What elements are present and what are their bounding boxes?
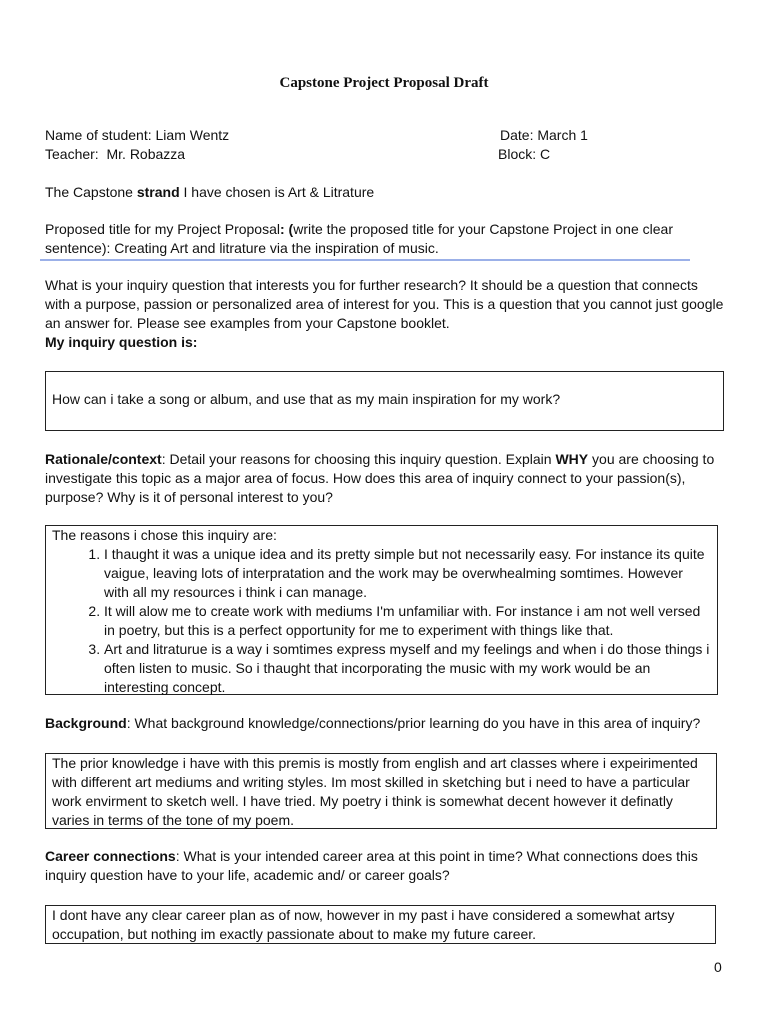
career-text: : What is your intended career area at this point in time? What connections does this inquiry question have to your life, academic and/ or career goals? [45,848,698,883]
background-answer-box [45,753,717,829]
proposed-title-bold: : ( [280,221,294,237]
block-label: Block: [498,146,537,162]
teacher-label: Teacher: [45,146,99,162]
background-label: Background [45,715,127,731]
inquiry-answer-box [45,371,724,431]
date-line [500,126,588,145]
rationale-answer-box [45,525,718,695]
student-name: Liam Wentz [155,127,230,143]
inquiry-label [45,333,197,352]
inquiry-answer: How can i take a song or album, and use that as my main inspiration for my work? [52,391,561,407]
rationale-why: WHY [555,451,589,467]
career-answer: I dont have any clear career plan as of now, however in my past i have considered a somewhat artsy occupation, but nothing im exactly passionate about to make my future career. [52,907,675,942]
career-prompt [45,847,725,885]
strand-bold: strand [136,184,180,200]
student-line [45,126,229,145]
page-title: Capstone Project Proposal Draft [279,75,489,91]
proposed-title-text: write the proposed title for your Capstone Project in one clear sentence): Creating Art and litrature via the inspiration of music. [45,221,673,256]
career-label: Career connections [45,848,176,864]
strand-prefix: The Capstone [45,184,133,200]
rationale-list [52,545,711,697]
date-label: Date: [500,127,534,143]
rationale-item: 2. It will alow me to create work with mediums I'm unfamiliar with. For instance i am not well versed in poetry, but this is a perfect opportunity for me to experiment with things like that. [104,602,711,640]
rationale-label: Rationale/context [45,451,162,467]
inquiry-prompt: What is your inquiry question that interests you for further research? It should be a question that connects with a purpose, passion or personalized area of interest for you. This is a question that you cannot just google an answer for. Please see examples from your Capstone booklet. [45,277,724,331]
rationale-text-a: : Detail your reasons for choosing this inquiry question. Explain [161,451,552,467]
background-prompt [45,714,700,733]
rationale-item: 1. I thaught it was a unique idea and its pretty simple but not necessarily easy. For instance its quite vaigue, leaving lots of interpratation and the work may be overwhealming somtimes. However with all my resources i think i can manage. [104,545,711,602]
block-line [498,145,550,164]
strand-line [45,183,374,202]
background-text: : What background knowledge/connections/prior learning do you have in this area of inquiry? [126,715,701,731]
teacher-name: Mr. Robazza [106,146,186,162]
rationale-intro: The reasons i chose this inquiry are: [52,527,277,543]
page-number: 0 [714,959,722,975]
inquiry-label-text: My inquiry question is: [45,334,198,350]
proposed-title-paragraph [45,220,705,258]
rationale-prompt [45,450,725,507]
teacher-line [45,145,185,164]
rationale-text-b: you are choosing to investigate this topic as a major area of focus. How does this area of inquiry connect to your passion(s), purpose? Why is it of personal interest to you? [45,451,715,505]
date-value: March 1 [537,127,588,143]
career-answer-box [45,905,716,944]
student-label: Name of student: [45,127,152,143]
background-answer: The prior knowledge i have with this premis is mostly from english and art classes where i expeirimented with different art mediums and writing styles. Im most skilled in sketching but i need to have a particular work envirment to sketch well. I have tried. My poetry i think is somewhat decent however it definatly varies in terms of the tone of my poem. [52,755,698,828]
block-value: C [540,146,551,162]
proposed-title-label: Proposed title for my Project Proposal [45,221,280,237]
strand-suffix: I have chosen is Art & Litrature [183,184,375,200]
rationale-item: 3. Art and litraturue is a way i somtimes express myself and my feelings and when i do those things i often listen to music. So i thaught that incorporating the music with my work would be an interesting concept. [104,640,711,697]
blue-divider [40,259,690,261]
